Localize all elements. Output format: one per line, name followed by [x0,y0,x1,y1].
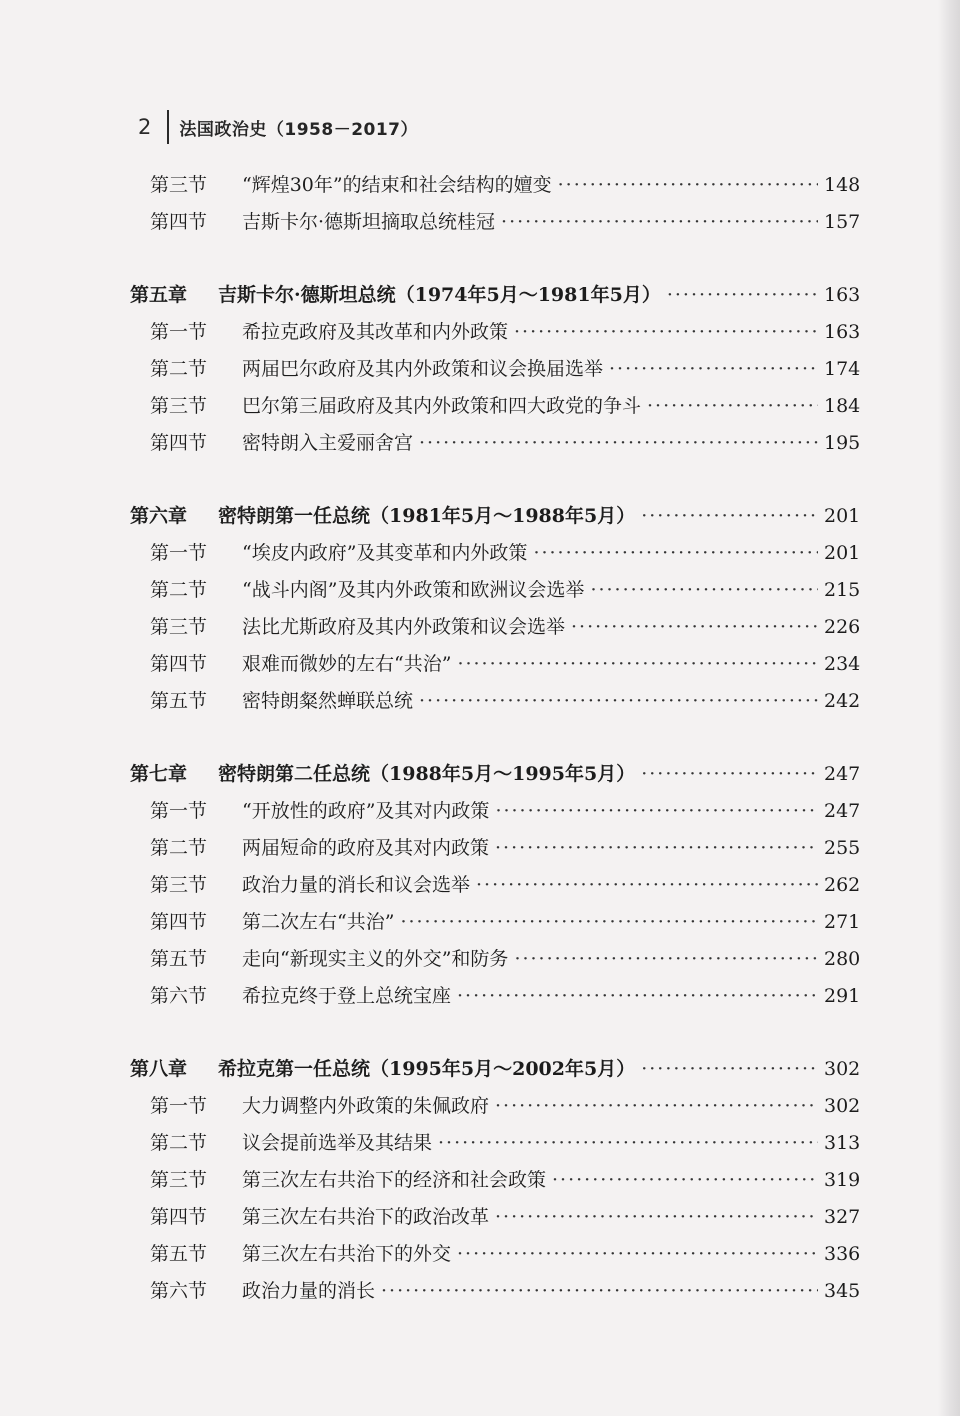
section-page: 234 [824,653,861,675]
section-page: 280 [824,948,861,970]
dot-leader [501,204,818,241]
chapter-label: 第六章 [130,505,188,527]
dot-leader [495,793,818,830]
toc-section-row[interactable] [130,1199,860,1236]
section-page: 336 [824,1243,861,1265]
toc-section-row[interactable] [130,204,860,241]
section-label: 第五节 [150,948,208,970]
section-label: 第四节 [150,911,208,933]
toc-section-row[interactable] [130,1236,860,1273]
section-page: 148 [824,174,861,196]
chapter-label: 第七章 [130,763,188,785]
toc-section-row[interactable] [130,314,860,351]
section-title: 议会提前选举及其结果 [242,1132,433,1154]
section-title: 第三次左右共治下的外交 [242,1243,452,1265]
section-title: 政治力量的消长 [242,1280,376,1302]
section-label: 第四节 [150,211,208,233]
toc-section-row[interactable] [130,351,860,388]
header-divider [167,110,169,144]
toc-chapter-row[interactable] [130,498,860,535]
section-title: “开放性的政府”及其对内政策 [242,800,490,822]
section-title: 第三次左右共治下的经济和社会政策 [242,1169,547,1191]
toc-section-row[interactable] [130,1125,860,1162]
toc-section-row[interactable] [130,683,860,720]
section-title: 巴尔第三届政府及其内外政策和四大政党的争斗 [242,395,642,417]
dot-leader [647,388,818,425]
section-page: 201 [824,542,861,564]
dot-leader [495,1199,818,1236]
chapter-page: 302 [824,1058,861,1080]
section-title: 艰难而微妙的左右“共治” [242,653,452,675]
toc-section-row[interactable] [130,793,860,830]
section-title: 两届巴尔政府及其内外政策和议会换届选举 [242,358,604,380]
toc-section-row[interactable] [130,1088,860,1125]
toc-section-row[interactable] [130,388,860,425]
toc-section-row[interactable] [130,535,860,572]
section-page: 262 [824,874,861,896]
toc-section-row[interactable] [130,1162,860,1199]
section-page: 184 [824,395,861,417]
section-title: 希拉克终于登上总统宝座 [242,985,452,1007]
chapter-label: 第八章 [130,1058,188,1080]
toc-section-row[interactable] [130,425,860,462]
section-label: 第四节 [150,653,208,675]
dot-leader [609,351,818,388]
toc-section-row[interactable] [130,867,860,904]
section-label: 第三节 [150,874,208,896]
toc-section-row[interactable] [130,978,860,1015]
chapter-label: 第五章 [130,284,188,306]
chapter-spacer [130,241,860,277]
dot-leader [514,941,818,978]
toc-section-row[interactable] [130,167,860,204]
section-label: 第三节 [150,395,208,417]
dot-leader [533,535,818,572]
section-label: 第四节 [150,432,208,454]
section-label: 第三节 [150,616,208,638]
dot-leader [381,1273,818,1310]
section-page: 226 [824,616,861,638]
section-title: 密特朗粲然蝉联总统 [242,690,414,712]
section-page: 255 [824,837,861,859]
section-label: 第一节 [150,542,208,564]
section-title: 法比尤斯政府及其内外政策和议会选举 [242,616,566,638]
section-title: 希拉克政府及其改革和内外政策 [242,321,509,343]
dot-leader [438,1125,818,1162]
section-page: 345 [824,1280,861,1302]
section-label: 第三节 [150,174,208,196]
section-title: 走向“新现实主义的外交”和防务 [242,948,509,970]
section-label: 第三节 [150,1169,208,1191]
section-page: 291 [824,985,861,1007]
section-page: 319 [824,1169,861,1191]
dot-leader [457,646,818,683]
dot-leader [400,904,818,941]
section-title: “战斗内阁”及其内外政策和欧洲议会选举 [242,579,585,601]
section-page: 215 [824,579,861,601]
dot-leader [495,830,818,867]
toc-chapter-row[interactable] [130,1051,860,1088]
table-of-contents [130,167,860,1310]
section-label: 第四节 [150,1206,208,1228]
section-label: 第一节 [150,1095,208,1117]
section-label: 第五节 [150,1243,208,1265]
page-edge-shadow [938,0,960,1416]
running-header [138,108,418,146]
section-title: 第二次左右“共治” [242,911,395,933]
section-label: 第二节 [150,579,208,601]
dot-leader [457,978,818,1015]
section-page: 174 [824,358,861,380]
chapter-title: 希拉克第一任总统（1995年5月～2002年5月） [218,1058,636,1080]
section-title: 密特朗入主爱丽舍宫 [242,432,414,454]
section-page: 271 [824,911,861,933]
toc-chapter-row[interactable] [130,756,860,793]
chapter-page: 247 [824,763,861,785]
section-title: 政治力量的消长和议会选举 [242,874,471,896]
section-label: 第一节 [150,321,208,343]
section-title: 第三次左右共治下的政治改革 [242,1206,490,1228]
section-page: 302 [824,1095,861,1117]
section-page: 242 [824,690,861,712]
chapter-spacer [130,720,860,756]
dot-leader [457,1236,818,1273]
section-label: 第六节 [150,1280,208,1302]
toc-section-row[interactable] [130,609,860,646]
section-title: “辉煌30年”的结束和社会结构的嬗变 [242,174,552,196]
section-title: 吉斯卡尔·德斯坦摘取总统桂冠 [242,211,496,233]
section-label: 第二节 [150,1132,208,1154]
section-label: 第二节 [150,837,208,859]
toc-section-row[interactable] [130,1273,860,1310]
chapter-spacer [130,462,860,498]
toc-section-row[interactable] [130,646,860,683]
dot-leader [571,609,818,646]
dot-leader [495,1088,818,1125]
toc-section-row[interactable] [130,830,860,867]
section-label: 第五节 [150,690,208,712]
toc-section-row[interactable] [130,572,860,609]
dot-leader [590,572,818,609]
section-label: 第二节 [150,358,208,380]
dot-leader [419,425,818,462]
dot-leader [667,277,818,314]
page-number: 2 [138,115,152,139]
section-page: 163 [824,321,861,343]
dot-leader [552,1162,818,1199]
section-page: 247 [824,800,861,822]
section-title: 大力调整内外政策的朱佩政府 [242,1095,490,1117]
chapter-title: 密特朗第一任总统（1981年5月～1988年5月） [218,505,636,527]
section-page: 327 [824,1206,861,1228]
section-page: 195 [824,432,861,454]
section-label: 第六节 [150,985,208,1007]
toc-chapter-row[interactable] [130,277,860,314]
chapter-title: 吉斯卡尔·德斯坦总统（1974年5月～1981年5月） [218,284,661,306]
chapter-page: 163 [824,284,861,306]
section-title: “埃皮内政府”及其变革和内外政策 [242,542,528,564]
dot-leader [419,683,818,720]
toc-section-row[interactable] [130,904,860,941]
dot-leader [641,756,818,793]
section-title: 两届短命的政府及其对内政策 [242,837,490,859]
section-page: 157 [824,211,861,233]
chapter-spacer [130,1015,860,1051]
book-title: 法国政治史（1958－2017） [179,119,419,140]
section-label: 第一节 [150,800,208,822]
dot-leader [476,867,818,904]
chapter-page: 201 [824,505,861,527]
dot-leader [641,498,818,535]
dot-leader [641,1051,818,1088]
section-page: 313 [824,1132,861,1154]
dot-leader [514,314,818,351]
toc-section-row[interactable] [130,941,860,978]
dot-leader [558,167,818,204]
chapter-title: 密特朗第二任总统（1988年5月～1995年5月） [218,763,636,785]
